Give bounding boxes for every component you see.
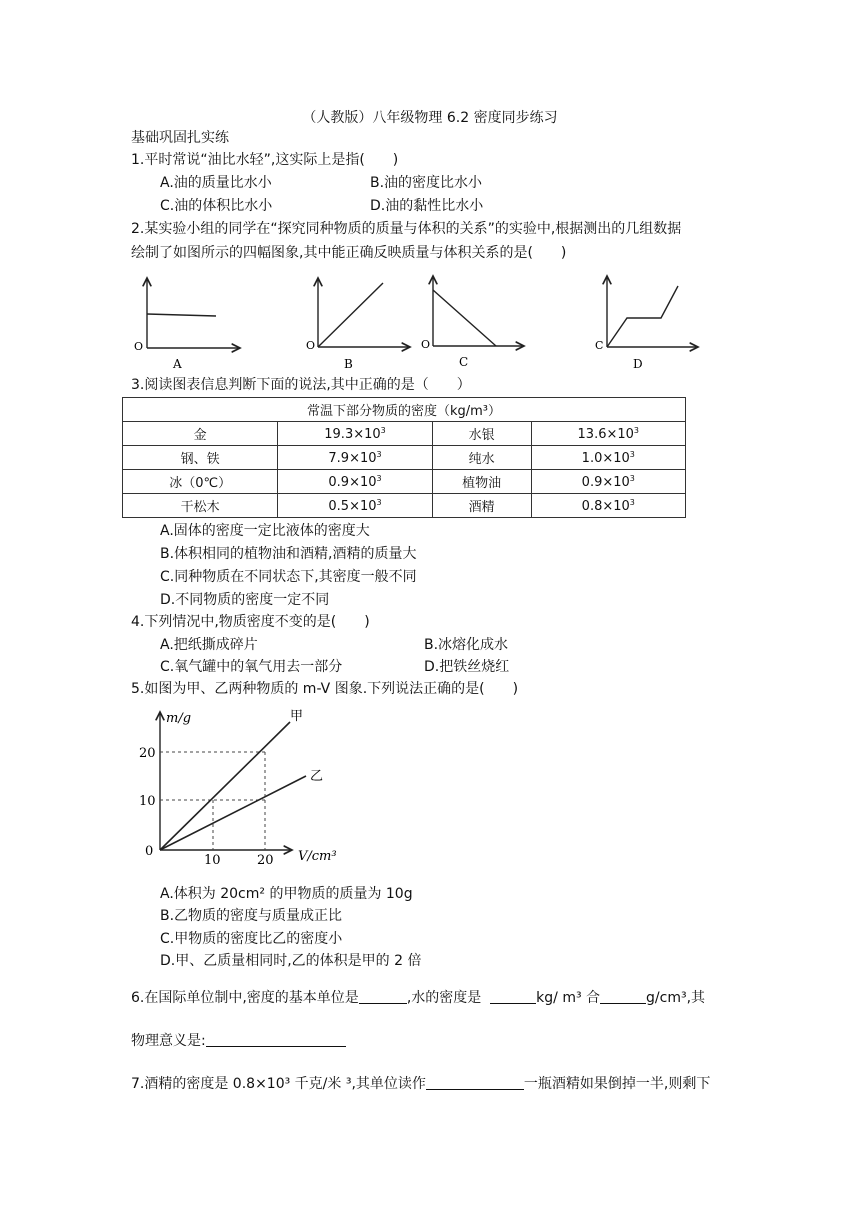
q2-graph-b-label: B xyxy=(344,357,353,371)
q6-line1: 6.在国际单位制中,密度的基本单位是 ,水的密度是 kg/ m³ 合 g/cm³,其 xyxy=(131,990,706,1006)
q6-blank-g-cm3[interactable] xyxy=(600,989,646,1004)
table-row xyxy=(123,446,686,470)
density-cell: $0.9\times 10^3$ xyxy=(531,470,685,494)
q2-graph-d[interactable] xyxy=(595,276,698,371)
q4-option-d[interactable]: D.把铁丝烧红 xyxy=(424,659,510,675)
q2-stem-line1: 2.某实验小组的同学在“探究同种物质的质量与体积的关系”的实验中,根据测出的几组数据 xyxy=(131,221,682,237)
q5-y-axis-label: m/g xyxy=(166,711,192,726)
q5-x-tick-10: 10 xyxy=(204,853,221,868)
substance-cell: 冰（0℃） xyxy=(123,470,278,494)
q2-graph-a-label: A xyxy=(173,357,182,371)
density-cell: $0.9\times 10^3$ xyxy=(278,470,432,494)
q1-stem: 1.平时常说“油比水轻”,这实际上是指( ) xyxy=(131,152,399,168)
density-table xyxy=(122,397,686,518)
q3-stem: 3.阅读图表信息判断下面的说法,其中正确的是（ ） xyxy=(131,377,471,393)
substance-cell: 植物油 xyxy=(432,470,531,494)
q6-blank-unit[interactable] xyxy=(359,989,407,1004)
page-title: （人教版）八年级物理 6.2 密度同步练习 xyxy=(302,110,558,126)
q5-y-tick-10: 10 xyxy=(139,794,156,809)
q2-graphs xyxy=(120,268,700,376)
q6-blank-meaning[interactable] xyxy=(206,1032,346,1047)
substance-cell: 水银 xyxy=(432,422,531,446)
table-row xyxy=(123,470,686,494)
q4-option-a[interactable]: A.把纸撕成碎片 xyxy=(160,637,258,653)
q5-stem: 5.如图为甲、乙两种物质的 m-V 图象.下列说法正确的是( ) xyxy=(131,681,519,697)
q5-x-tick-20: 20 xyxy=(257,853,274,868)
q5-y-tick-20: 20 xyxy=(139,746,156,761)
substance-cell: 酒精 xyxy=(432,494,531,518)
q7-line1: 7.酒精的密度是 0.8×10³ 千克/米 ³,其单位读作 一瓶酒精如果倒掉一半,则剩下 xyxy=(131,1076,711,1092)
q2-graph-b[interactable] xyxy=(306,278,410,371)
density-cell: $0.8\times 10^3$ xyxy=(531,494,685,518)
q2-graph-c[interactable] xyxy=(421,276,524,369)
q5-option-d[interactable]: D.甲、乙质量相同时,乙的体积是甲的 2 倍 xyxy=(160,953,422,969)
q5-option-c[interactable]: C.甲物质的密度比乙的密度小 xyxy=(160,931,343,947)
q4-stem: 4.下列情况中,物质密度不变的是( ) xyxy=(131,614,370,630)
density-cell: $7.9\times 10^3$ xyxy=(278,446,432,470)
q3-option-d[interactable]: D.不同物质的密度一定不同 xyxy=(160,592,330,608)
q2-graph-c-origin: O xyxy=(421,338,431,351)
q2-graph-d-label: D xyxy=(633,357,643,371)
q5-x-axis-label: V/cm³ xyxy=(298,849,337,864)
q7-blank-reading[interactable] xyxy=(426,1075,524,1090)
substance-cell: 纯水 xyxy=(432,446,531,470)
q3-option-c[interactable]: C.同种物质在不同状态下,其密度一般不同 xyxy=(160,569,417,585)
q1-option-d[interactable]: D.油的黏性比水小 xyxy=(370,198,484,214)
q2-graph-d-origin: C xyxy=(595,339,604,352)
table-row xyxy=(123,494,686,518)
series-yi-label: 乙 xyxy=(310,769,324,784)
q6-blank-kg-m3[interactable] xyxy=(490,989,536,1004)
q2-graph-c-label: C xyxy=(459,355,469,369)
q6-line2: 物理意义是: xyxy=(131,1031,346,1051)
q3-option-a[interactable]: A.固体的密度一定比液体的密度大 xyxy=(160,523,370,539)
q2-graph-b-origin: O xyxy=(306,339,316,352)
q4-option-c[interactable]: C.氧气罐中的氧气用去一部分 xyxy=(160,659,343,675)
table-row xyxy=(123,422,686,446)
q5-option-b[interactable]: B.乙物质的密度与质量成正比 xyxy=(160,908,343,924)
density-cell: $0.5\times 10^3$ xyxy=(278,494,432,518)
density-table-title: 常温下部分物质的密度（kg/m³） xyxy=(123,398,686,422)
q1-option-c[interactable]: C.油的体积比水小 xyxy=(160,198,273,214)
q5-origin-label: 0 xyxy=(145,844,154,859)
q5-mv-graph xyxy=(130,704,370,872)
q4-option-b[interactable]: B.冰熔化成水 xyxy=(424,637,509,653)
q1-option-a[interactable]: A.油的质量比水小 xyxy=(160,175,272,191)
substance-cell: 干松木 xyxy=(123,494,278,518)
density-cell: $13.6\times 10^3$ xyxy=(531,422,685,446)
q2-graph-a[interactable] xyxy=(134,278,240,371)
substance-cell: 金 xyxy=(123,422,278,446)
density-cell: $19.3\times 10^3$ xyxy=(278,422,432,446)
series-jia-label: 甲 xyxy=(290,709,304,724)
series-jia-line xyxy=(160,722,290,850)
q2-stem-line2: 绘制了如图所示的四幅图象,其中能正确反映质量与体积关系的是( ) xyxy=(131,245,567,261)
series-yi-line xyxy=(160,776,306,850)
density-cell: $1.0\times 10^3$ xyxy=(531,446,685,470)
section-heading: 基础巩固扎实练 xyxy=(131,130,229,146)
substance-cell: 钢、铁 xyxy=(123,446,278,470)
q1-option-b[interactable]: B.油的密度比水小 xyxy=(370,175,483,191)
q3-option-b[interactable]: B.体积相同的植物油和酒精,酒精的质量大 xyxy=(160,546,417,562)
q5-option-a[interactable]: A.体积为 20cm² 的甲物质的质量为 10g xyxy=(160,886,413,902)
q2-graph-a-origin: O xyxy=(134,340,144,353)
